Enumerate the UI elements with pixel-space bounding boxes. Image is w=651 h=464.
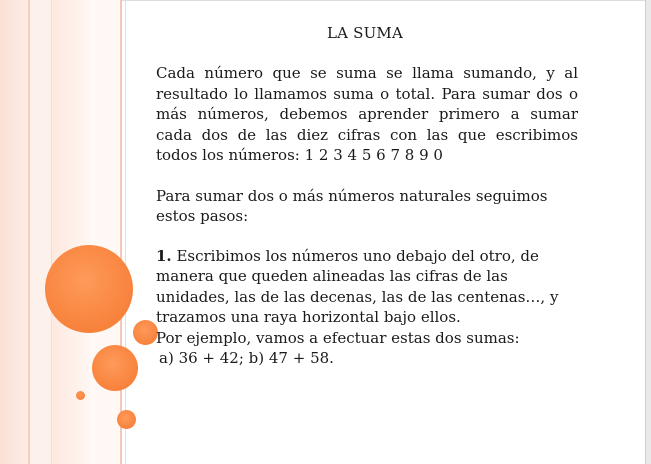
scrollbar-edge <box>645 0 651 464</box>
decorative-line <box>51 0 52 464</box>
example-intro: Por ejemplo, vamos a efectuar estas dos sumas: <box>156 328 520 347</box>
decorative-line <box>28 0 30 464</box>
decorative-circle-small <box>117 410 136 429</box>
decorative-circle-tiny <box>76 391 85 400</box>
step-1-paragraph <box>156 246 566 328</box>
decorative-circle-large <box>45 245 133 333</box>
steps-intro-paragraph: Para sumar dos o más números naturales seguimos estos pasos: <box>156 186 548 225</box>
step-1-text: Escribimos los números uno debajo del otro, de manera que queden alineadas las cifras de las unidades, las de las decenas, las de las centenas…, y trazamos una raya horizontal bajo ellos. <box>156 246 559 326</box>
intro-paragraph: Cada número que se suma se llama sumando, y al resultado lo llamamos suma o total. Para sumar dos o más números, debemos aprender primero a sumar cada dos de las diez cifras con las que escribimos todos los números: 1 2 3 4 5 6 7 8 9 0 <box>156 64 578 164</box>
decorative-line <box>120 0 122 464</box>
decorative-stripe <box>0 0 30 464</box>
example-items: a) 36 + 42; b) 47 + 58. <box>159 349 334 367</box>
decorative-circle-small <box>133 320 158 345</box>
decorative-stripe <box>30 0 52 464</box>
decorative-line <box>125 0 126 464</box>
decorative-stripe <box>90 0 120 464</box>
slide-body <box>156 63 578 369</box>
decorative-circle-medium <box>92 345 138 391</box>
slide-title: LA SUMA <box>326 24 404 42</box>
step-number: 1. <box>156 246 172 265</box>
